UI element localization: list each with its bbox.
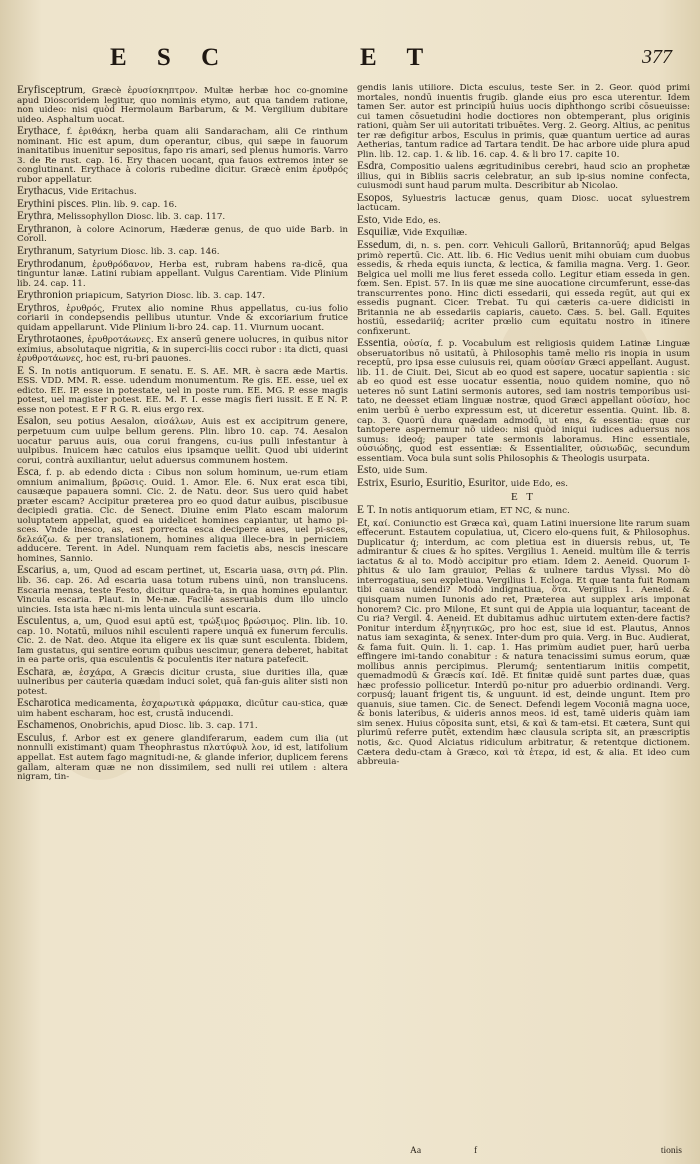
entry-text: . Plin. lib. 9. cap. 16.	[85, 199, 178, 210]
entry-text: , Onobrichis, apud Diosc. lib. 3. cap. 171.	[74, 721, 258, 732]
footer-mark: f	[474, 1146, 478, 1156]
page-number: 377	[642, 46, 672, 68]
entry-headword: Eschamenos	[17, 719, 75, 732]
entry-headword: Et	[357, 516, 368, 529]
right-column	[357, 84, 690, 1146]
entry-headword: Estrix, Esurio, Esuritio, Esuritor	[357, 476, 506, 489]
entry-text: medicamenta, ἐσχαρωτικὰ φάρμακα, dicūtur cau-stica, quæ uim habent escharam, hoc est, crustā inducendi.	[17, 699, 348, 719]
entry-text: , ἐρυθρόδανον, Herba est, rubram habens ra-dicē, qua tinguntur lanæ. Latini rubiam appellant. Vulgus Carentiam. Vide Plinium lib. 24. cap. 11.	[17, 259, 348, 289]
entry-text: , Syluestris lactucæ genus, quam Diosc. uocat syluestrem lactucam.	[357, 193, 690, 214]
entry-headword: Esalon	[17, 415, 49, 428]
entry-headword: Erythros	[17, 301, 57, 314]
entry-text: , Græcè ἐρυσίσκηπτρον. Multæ herbæ hoc co-gnomine apud Dioscoridem legitur, quo nominis etymo, aut qua tandem ratione, non uideo: nisi quòd Hermolaum Barbarum, & M. Vergilium dubitare uideo. Asphaltum uocat.	[17, 86, 348, 125]
entry-headword: Esopos	[357, 191, 391, 204]
entry-headword: Esculentus	[17, 615, 67, 628]
entry-headword: Erythrodanum	[17, 257, 84, 270]
entry-text: , Vide Edo, es.	[377, 215, 441, 226]
dictionary-entry	[357, 214, 690, 227]
dictionary-entry	[357, 337, 690, 464]
entry-text: , Satyrium Diosc. lib. 3. cap. 146.	[71, 246, 220, 257]
entry-text: , di, n. s. pen. corr. Vehiculi Gallorū, Britannorūq́; apud Belgas primò repertū. Cic. Att. lib. 6. Hic Vedius uenit mihi obuiam cum duobus essedis, & rheda equis iuncta, & lectica, & familia magna. Verg. 1. Geor. Belgica uel molli me lius feret esseda collo. Legitur etiam esseda in gen. fœm. Sen. Epist. 57. In iis quæ me sine auocatione circumferunt, esse-das transcurrentes pono. Hinc dicti essedarii, qui esseda regūt, aut qui ex essedis pugnant. Cicer. Trebat. Tu qui cæteris ca-uere didicisti in Britannia ne ab essedariis capiaris, caueto. Cæs. 5. bel. Gall. Equites hostiū, essedariiq́; acriter prœlio cum equitatu nostro in itinere confixerunt.	[357, 240, 690, 337]
entry-text: , καί. Coniunctio est Græca καὶ, quam Latini inuersione lite rarum suam effecerunt. Estautem copulatiua, ut, Cicero elo-quens fuit, & Philosophus. Duplicatur q́; interdum, ac com pletiua est in diuersis rebus, ut, Te admirantur & ciues & ho spites. Vergilius 1. Aeneid. multùm ille & terris iactatus & al to. Modò accipitur pro etiam. Idem 2. Aeneid. Quorum I-phitus & ulo Iam grauior, Pelias & uulnere tardus Vlyssi. Mo dò interrogatiua, seu expletiua. Vergilius 1. Ecloga. Et quæ tanta fuit Romam tibi causa uidendi? Modò indignatiua, ὅτα. Vergilius 1. Aeneid. & quisquam numen Iunonis ado ret, Præterea aut supplex aris imponat honorem? Cic. pro Milone, Et sunt qui de Appia uia loquantur, taceant de Cu ria? Vergil. 4. Aeneid. Et dubitamus adhuc uirtutem exten-dere factis? Ponitur interdum ἐξηγητικῶς, pro hoc est, siue id est. Plautus, Annos natus iam sexaginta, & senex. Inter-dum pro quia. Verg. in Buc. Audierat, & fama fuit. Quin. li. 1. cap. 1. Has primùm audiet puer, harū uerba effingere imi-tando conabitur : & natura tenacissimi sumus eorum, quæ mollibus annis percipimus. Plerumq́; sententiarum initiis competit, quemadmodū & Græcis καί. Idē. Et finitæ quidē sunt partes duæ, quas hæc professio pollicetur. Interdū po-nitur pro aduerbio ordinandi. Verg. corpusq́; lauant frigent tis, & unguunt. id est, deinde ungunt. Item pro quanuis, siue tamen. Cic. de Senect. Defendi legem Voconiā magna uoce, & bonis lateribus, & uideris annos meos. id est, tamē uideris quàm iam sim senex. Huius cōposita sunt, etsi, & καὶ & tam-etsi. Et cætera, Sunt qui plurimū referre putēt, extendim hæc clausula scripta sit, an præscriptis notis, &c. Quod Alciatus ridiculum arbitratur, & retentque dictionem. Cætera dedu-ctam à Græco, καὶ τὰ ἑτερα, id est, & alia. Et ideo cum abbreuia-	[357, 518, 690, 768]
running-header	[0, 0, 700, 70]
dictionary-entry	[17, 666, 348, 698]
entry-text: , f. Arbor est ex genere glandiferarum, eadem cum ilia (ut nonnulli existimant) quam Theophrastus πλατύφυλ λον, id est, latifolium appellat. Est autem fago magnitudi-ne, & glande inferior, duplicem ferens gallam, alteram quæ ne non dissimilem, sed nulli rei utilem : altera nigram, tin-	[17, 733, 348, 783]
entry-text: priapicum, Satyrion Diosc. lib. 3. cap. 147.	[72, 291, 265, 302]
entry-text: , a, um, Quod esui aptū est, τρώξιμος βρώσιμος. Plin. lib. 10. cap. 10. Notatū, miluos nihil esculenti rapere unquā ex funerum ferculis. Cic. 2. de Nat. deo. Atque ita eligere ex iis quæ sunt esculenta. Ibidem, Iam gustatus, qui sentire eorum quibus uescimur, genera deberet, habitat in ea parte oris, qua esculentis & poculentis iter natura patefecit.	[17, 617, 348, 666]
dictionary-entry	[357, 477, 690, 490]
dictionary-entry	[17, 245, 348, 258]
entry-headword: Esdra	[357, 160, 384, 173]
entry-text: , οὐσία, f. p. Vocabulum est religiosis quidem Latinæ Linguæ obseruatoribus nō usitatū, à Philosophis tamē melio ris inopia in usum receptū, pro ipsa esse cuiusuis rei, quam οὐσίαν Græci appellant. August. lib. 11. de Ciuit. Dei, Sicut ab eo quod est sapere, uocatur sapientia : sic ab eo quod est esse uocatur essentia, nouo quidem nomine, quo nō ueteres nō sunt Latini sermonis autores, sed iam nostris temporibus usi-tato, ne deesset etiam linguæ nostræ, quod Græci appellant οὐσίαν, hoc enim uerbū è uerbo expressum est, ut diceretur essentia. Quint. lib. 8. cap. 3. Quorū dura quædam admodū, ut ens, & essentia: quæ cur tantopere aspernemur nō uideo: nisi quòd iniqui iudices aduersus nos sumus: ideoq́; pauper tate sermonis laboramus. Hinc essentiale, οὐσιώδης, quod est essentiæ: & Essentialiter, οὐσιωδῶς, secundum essentiam. Voca bula sunt solis Philosophis & Theologis usurpata.	[357, 339, 690, 464]
section-heading: E T	[511, 491, 536, 504]
entry-text: , ἐρυθρός, Frutex alio nomine Rhus appellatus, cu-ius folio coriarii in condepsendis pellibus utuntur. Vnde & excoriarium frutice quidam appellarunt. Vide Plinium li-bro 24. cap. 11. Viurnum uocant.	[17, 303, 348, 333]
dictionary-entry	[357, 464, 690, 477]
entry-headword: Essentia	[357, 337, 396, 350]
entry-headword: Eschara	[17, 665, 54, 678]
entry-text: , uide Edo, es.	[505, 478, 569, 489]
entry-headword: Erythrotaones	[17, 333, 82, 346]
entry-headword: Esquiliæ	[357, 226, 398, 239]
dictionary-entry	[357, 84, 690, 160]
entry-headword: Esca	[17, 466, 39, 479]
left-column	[17, 84, 348, 1146]
entry-text: , a, um, Quod ad escam pertinet, ut, Escaria uasa, σιτη ρά. Plin. lib. 36. cap. 26. Ad escaria uasa totum rubens uinū, non translucens. Escaria mensa, teste Festo, dicitur quadra-ta, in qua homines epulantur. Vincula escaria. Plaut. in Me-næ. Facilè asseruabis dum illo uinclo uincies. Ista ista hæc ni-mis lenta uincula sunt escaria.	[17, 566, 348, 615]
dictionary-entry	[17, 258, 348, 290]
entry-headword: E T.	[357, 504, 376, 517]
dictionary-entry	[17, 223, 348, 245]
entry-headword: Erythronion	[17, 289, 73, 302]
header-center: E T	[360, 44, 436, 71]
header-left: E S C	[110, 44, 232, 71]
dictionary-entry	[357, 504, 690, 517]
dictionary-entry	[17, 302, 348, 334]
entry-text: , seu potius Aesalon, αἰσάλων, Auis est ex accipitrum genere, perpetuum cum uulpe bellum gerens. Plin. libro 10. cap. 74. Aesalon uocatur paruus auis, oua corui frangens, cu-ius pulli infestantur à uulpibus. Inuicem hæc catulos eius ipsamque uellit. Quod ubi uiderint corui, contrà auxiliantur, uelut aduersus communem hostem.	[17, 417, 348, 466]
entry-headword: Escharotica	[17, 697, 71, 710]
entry-headword: Erythini pisces	[17, 197, 86, 210]
entry-text: , uide Sum.	[377, 466, 428, 477]
dictionary-entry	[357, 517, 690, 768]
dictionary-entry	[17, 185, 348, 198]
dictionary-entry	[357, 192, 690, 214]
entry-headword: Erythacus	[17, 185, 63, 198]
dictionary-entry	[357, 239, 690, 337]
entry-text: , Melissophyllon Diosc. lib. 3. cap. 117.	[51, 212, 226, 223]
dictionary-entry	[17, 466, 348, 564]
entry-headword: E S.	[17, 364, 38, 377]
entry-headword: Escarius	[17, 564, 56, 577]
entry-headword: Erythra	[17, 210, 52, 223]
entry-text: , f. ἐριθάκη, herba quam alii Sandaracham, alii Ce rinthum nominant. Hic est apum, dum operantur, cibus, qui sæpe in fauorum inanitatibus inuenitur sepositus, fapo ris amari, sed plenus humoris. Varro 3. de Re rust. cap. 16. Ery thacen uocant, qua fauos extremos inter se conglutinant. Erythace à coloris rubedine dicitur. Græcè enim ἐρυθρός rubor appellatur.	[17, 127, 348, 185]
dictionary-entry	[357, 160, 690, 192]
entry-headword: Esto	[357, 213, 378, 226]
dictionary-entry	[17, 210, 348, 223]
signature-mark: Aa	[410, 1146, 422, 1156]
entry-text: , Vide Exquiliæ.	[397, 228, 468, 239]
entry-headword: Erythranum	[17, 244, 72, 257]
entry-headword: Erythranon	[17, 222, 69, 235]
dictionary-entry	[357, 226, 690, 239]
entry-headword: Eryfisceptrum	[17, 84, 83, 96]
dictionary-entry	[17, 84, 348, 125]
dictionary-entry	[17, 333, 348, 365]
entry-text: , Vide Eritachus.	[62, 187, 137, 198]
dictionary-entry	[17, 365, 348, 416]
entry-text: , à colore Acinorum, Hæderæ genus, de quo uide Barb. in Coroll.	[17, 224, 348, 245]
dictionary-entry	[17, 615, 348, 666]
entry-headword: Erythace	[17, 125, 58, 138]
entry-text: , f. p. ab edendo dicta : Cibus non solum hominum, ue-rum etiam omnium animalium, βρῶσις. Ouid. 1. Amor. Ele. 6. Nux erat esca tibi, causæque papauera somni. Cic. 2. de Natu. deor. Sus uero quid habet præter escam? Accipitur præterea pro eo quod datur auibus, piscibusue decipiedi gratia. Cic. de Senect. Diuine enim Plato escam malorum uoluptatem appellat, quod ea uidelicet homines capiantur, ut hamo pi-sces. Vnde inesco, as, est porrecta esca decipere aues, uel pi-sces, δελεάζω. & per translationem, homines aliqua illece-bra in perniciem adducere. Terent. in Adel. Nunquam rem facietis abs, nescis inescare homines, Sannio.	[17, 468, 348, 564]
dictionary-entry	[17, 125, 348, 185]
entry-text: , ἐρυθροτάωνες. Ex anserū genere uolucres, in quibus nitor eximius, absolutaque nigritia, & in superci-liis cocci rubor : ita dicti, quasi ἐρυθροτάωνες, hoc est, ru-bri pauones.	[17, 335, 348, 365]
dictionary-entry	[17, 198, 348, 211]
dictionary-entry	[17, 415, 348, 466]
entry-text: , Compositio ualens ægritudinibus cerebri, haud scio an prophetæ illius, qui in Bibliis sacris celebratur, an sub ip-sius nomine confecta, cuiusmodi sunt haud parum multa. Describitur ab Nicolao.	[357, 162, 690, 192]
entry-text: gendis lanis utiliore. Dicta esculus, teste Ser. in 2. Geor. quòd primi mortales, nondū inuentis frugib. glande eius pro esca uterentur. Idem tamen Ser. autor est principiū huius uocis diphthongo scribi cōsueuisse: cui tamen cōsuetudini hodie doctiores non obtemperant, plus originis rationi, quàm Ser uii autoritati tribuētes. Verg. 2. Georg. Altius, ac penitus ter ræ defigitur arbos, Esculus in primis, quæ quantum uertice ad auras Aetherias, tantum radice ad Tartara tendit. De hac arbore uide plura apud Plin. lib. 12. cap. 1. & lib. 16. cap. 4. & li bro 17. capite 10.	[357, 84, 690, 160]
dictionary-entry	[17, 697, 348, 719]
catchword: tionis	[660, 1146, 682, 1156]
entry-text: , æ, ἐσχάρα, A Græcis dicitur crusta, siue durities illa, quæ uulneribus per cauteria quædam induci solet, quā fan-guis aliter sisti non potest.	[17, 667, 348, 697]
entry-headword: Esculus	[17, 731, 53, 744]
entry-text: In notis antiquorum etiam, ET NC, & nunc.	[375, 506, 570, 517]
dictionary-entry	[17, 289, 348, 302]
dictionary-entry	[17, 564, 348, 615]
dictionary-entry	[17, 732, 348, 783]
entry-text: In notis antiquorum. E senatu. E. S. AE. MR. è sacra æde Martis. ESS. VDD. MM. R. esse. udendum monumentum. Re gis. EE. esse, uel ex edicto. EE. IP. esse in potestate, uel in poste rum. EE. MG. P. esse magis potest, uel magister potest. EE. M. F. I. esse magis fieri iussit. E E N. P. esse non potest. E F R G. R. eius ergo rex.	[17, 366, 348, 415]
entry-headword: Essedum	[357, 238, 399, 251]
entry-headword: Esto	[357, 464, 378, 477]
dictionary-entry	[17, 719, 348, 732]
